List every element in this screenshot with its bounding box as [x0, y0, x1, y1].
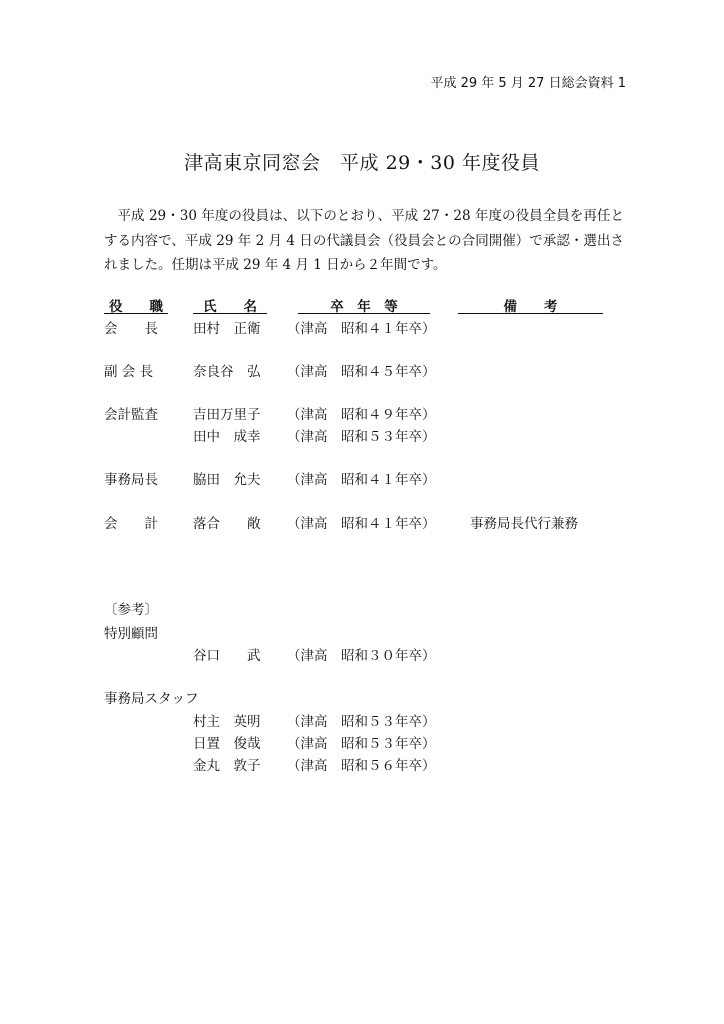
advisor-graduation: （津高 昭和３０年卒） [287, 648, 436, 664]
header-underline [458, 313, 603, 314]
header-underline [104, 313, 168, 314]
advisor-name: 谷口 武 [193, 648, 261, 664]
intro-paragraph: 平成 29・30 年度の役員は、以下のとおり、平成 27・28 年度の役員全員を再任とする内容で、平成 29 年 2 月 4 日の代議員会（役員会との合同開催）で承認・選出されました。任期は平成 29 年 4 月 1 日から２年間です。 [104, 208, 624, 273]
page-title: 津高東京同窓会 平成 29・30 年度役員 [184, 152, 540, 174]
table-row-position: 事務局長 [104, 472, 158, 488]
staff-label: 事務局スタッフ [104, 691, 199, 707]
table-row-remarks: 事務局長代行兼務 [470, 516, 578, 532]
staff-name: 金丸 敦子 [193, 758, 261, 774]
table-row-name: 吉田万里子 [193, 407, 261, 423]
table-row-name: 田中 成幸 [193, 429, 261, 445]
table-row-position: 副 会 長 [104, 364, 154, 380]
table-row-name: 脇田 允夫 [193, 472, 261, 488]
header-name: 氏 名 [203, 299, 257, 315]
table-row-graduation: （津高 昭和４９年卒） [287, 407, 436, 423]
table-row-graduation: （津高 昭和５３年卒） [287, 429, 436, 445]
header-position: 役 職 [109, 299, 163, 315]
table-row-graduation: （津高 昭和４１年卒） [287, 472, 436, 488]
staff-name: 村主 英明 [193, 714, 261, 730]
table-row-graduation: （津高 昭和４５年卒） [287, 364, 436, 380]
table-row-name: 奈良谷 弘 [193, 364, 261, 380]
table-row-graduation: （津高 昭和４１年卒） [287, 516, 436, 532]
table-row-position: 会 長 [104, 321, 158, 337]
header-remarks: 備 考 [503, 299, 558, 315]
staff-graduation: （津高 昭和５３年卒） [287, 736, 436, 752]
table-row-name: 田村 正衛 [193, 321, 261, 337]
table-row-name: 落合 敞 [193, 516, 261, 532]
header-underline [298, 313, 430, 314]
staff-name: 日置 俊哉 [193, 736, 261, 752]
advisor-label: 特別顧問 [104, 626, 158, 642]
table-row-position: 会 計 [104, 516, 158, 532]
document-reference: 平成 29 年 5 月 27 日総会資料 1 [430, 76, 626, 91]
reference-heading: 〔参考〕 [104, 602, 158, 618]
header-underline [193, 313, 267, 314]
table-row-graduation: （津高 昭和４１年卒） [287, 321, 436, 337]
table-row-position: 会計監査 [104, 407, 158, 423]
staff-graduation: （津高 昭和５３年卒） [287, 714, 436, 730]
staff-graduation: （津高 昭和５６年卒） [287, 758, 436, 774]
header-graduation: 卒 年 等 [330, 299, 398, 315]
